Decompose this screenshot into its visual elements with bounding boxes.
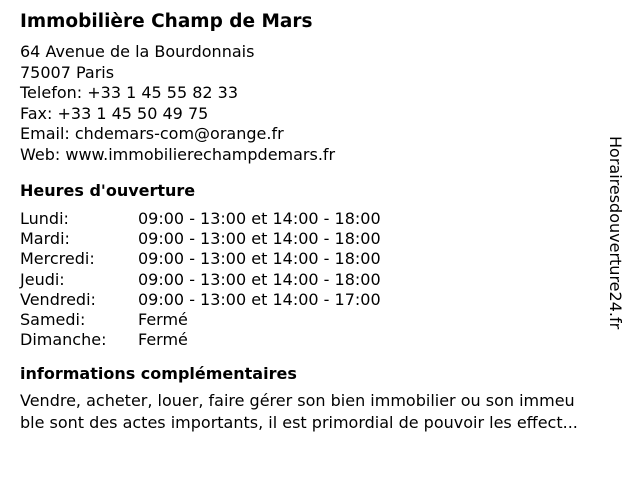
hours-day: Lundi: [20,209,69,228]
side-brand-text: Horairesdouverture24.fr [606,136,625,330]
phone-line: Telefon: +33 1 45 55 82 33 [20,83,239,102]
hours-time: 09:00 - 13:00 et 14:00 - 18:00 [138,249,381,269]
fax-line: Fax: +33 1 45 50 49 75 [20,103,209,123]
hours-table [20,209,620,350]
web-line: Web: www.immobilierechampdemars.fr [20,144,336,164]
hours-row [20,209,620,229]
hours-day: Samedi: [20,310,86,330]
hours-row [20,330,620,350]
info-description [20,390,630,434]
hours-time: 09:00 - 13:00 et 14:00 - 18:00 [138,229,381,249]
address-street: 64 Avenue de la Bourdonnais [20,42,255,61]
hours-row [20,310,620,330]
hours-row [20,249,620,269]
hours-time: Fermé [138,330,188,350]
contact-block [20,42,620,165]
hours-time: 09:00 - 13:00 et 14:00 - 18:00 [138,269,381,289]
business-card [20,10,620,434]
hours-time: 09:00 - 13:00 et 14:00 - 17:00 [138,289,381,309]
hours-day: Jeudi: [20,269,65,289]
business-name: Immobilière Champ de Mars [20,11,313,32]
hours-day: Mercredi: [20,249,95,269]
info-text-line-1: Vendre, acheter, louer, faire gérer son bien immobilier ou son immeu [20,391,575,411]
info-text-line-2: ble sont des actes importants, il est primordial de pouvoir les effect... [20,413,578,433]
hours-row [20,229,620,249]
address-city: 75007 Paris [20,62,115,82]
hours-time: Fermé [138,310,188,330]
hours-day: Vendredi: [20,289,96,309]
hours-day: Mardi: [20,229,70,249]
hours-day: Dimanche: [20,330,107,350]
hours-row [20,290,620,310]
info-heading: informations complémentaires [20,364,297,384]
hours-row [20,270,620,290]
hours-time: 09:00 - 13:00 et 14:00 - 18:00 [138,209,381,228]
hours-heading: Heures d'ouverture [20,181,196,200]
email-line: Email: chdemars-com@orange.fr [20,124,284,143]
